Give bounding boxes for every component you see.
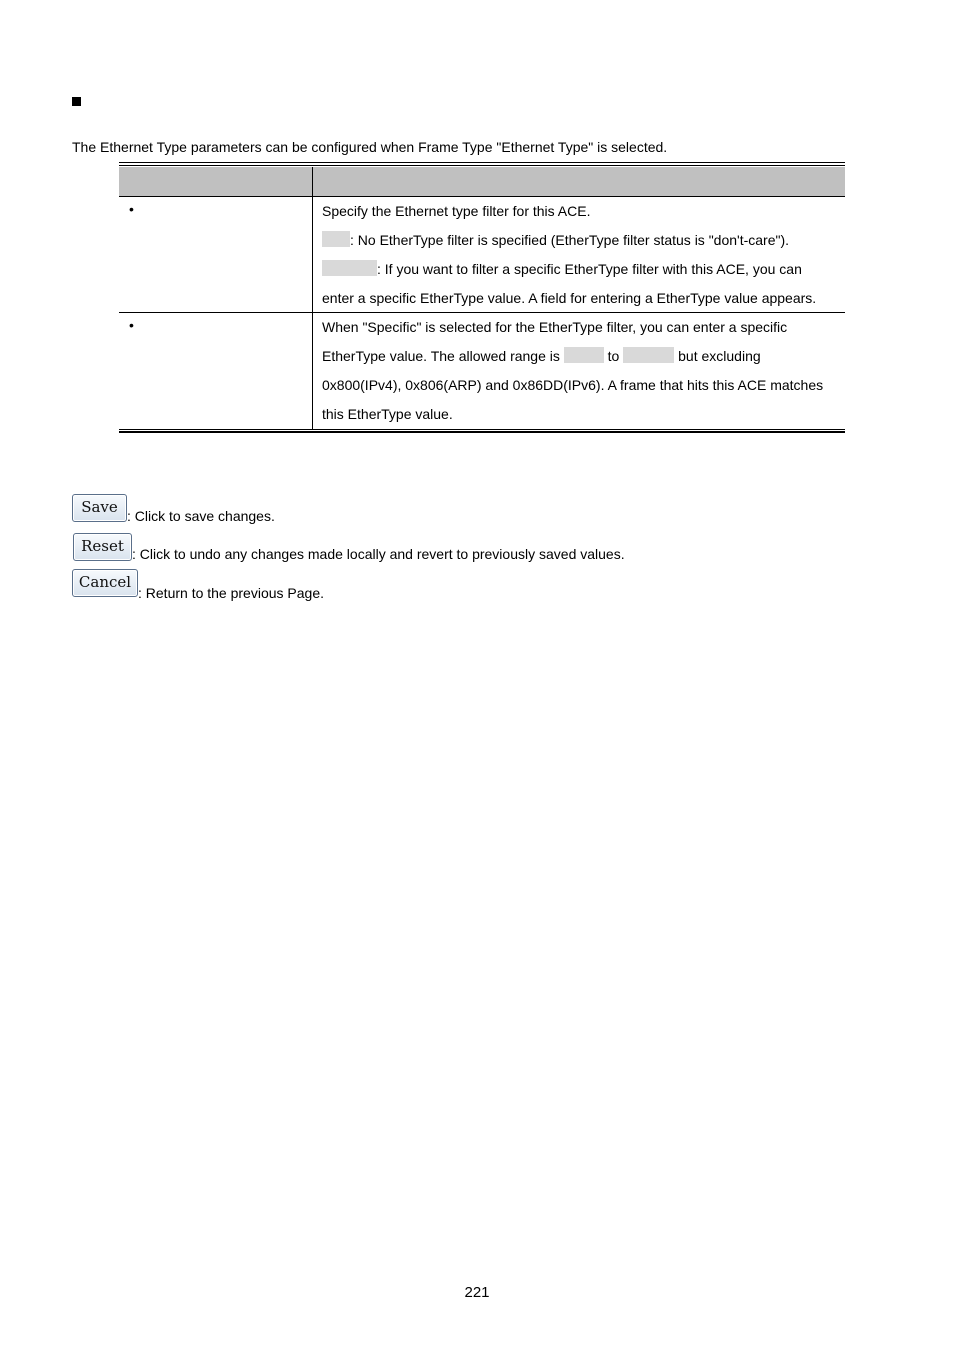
row-description — [322, 197, 842, 313]
desc-line: enter a specific EtherType value. A field for entering a EtherType value appears. — [322, 290, 817, 306]
reset-description: : Click to undo any changes made locally and revert to previously saved values. — [132, 546, 625, 562]
highlighted-term — [322, 231, 350, 247]
desc-line — [322, 226, 842, 255]
desc-text: to — [607, 348, 620, 364]
desc-line: 0x800(IPv4), 0x806(ARP) and 0x86DD(IPv6). A frame that hits this ACE matches — [322, 377, 824, 393]
desc-line: Specify the Ethernet type filter for this ACE. — [322, 203, 591, 219]
desc-text: but excluding — [678, 348, 761, 364]
desc-text: : If you want to filter a specific EtherType filter with this ACE, you can — [377, 261, 802, 277]
table-bottom-rule — [119, 429, 845, 433]
save-description: : Click to save changes. — [127, 508, 275, 524]
save-button[interactable]: Save — [72, 494, 127, 522]
column-divider — [312, 167, 313, 197]
highlighted-value — [564, 347, 604, 363]
highlighted-value — [623, 347, 674, 363]
section-bullet-icon — [72, 97, 81, 106]
desc-text: : No EtherType filter is specified (EtherType filter status is "don't-care"). — [350, 232, 790, 248]
row-description — [322, 313, 842, 429]
row-bullet: • — [129, 201, 134, 217]
desc-text: EtherType value. The allowed range is — [322, 348, 560, 364]
cancel-button[interactable]: Cancel — [72, 569, 138, 597]
desc-line: When "Specific" is selected for the EtherType filter, you can enter a specific — [322, 319, 788, 335]
reset-button[interactable]: Reset — [73, 533, 132, 561]
column-divider — [312, 313, 313, 429]
table-row — [119, 197, 845, 313]
row-bullet: • — [129, 317, 134, 333]
desc-line — [322, 342, 842, 371]
column-divider — [312, 197, 313, 312]
table-row — [119, 313, 845, 429]
desc-line — [322, 255, 842, 284]
desc-line: this EtherType value. — [322, 406, 453, 422]
page-number: 221 — [464, 1284, 490, 1301]
cancel-description: : Return to the previous Page. — [138, 585, 324, 601]
intro-text: The Ethernet Type parameters can be configured when Frame Type "Ethernet Type" is selected. — [72, 139, 668, 155]
table-top-rule — [119, 162, 845, 166]
highlighted-term — [322, 260, 377, 276]
table-header — [119, 167, 845, 197]
